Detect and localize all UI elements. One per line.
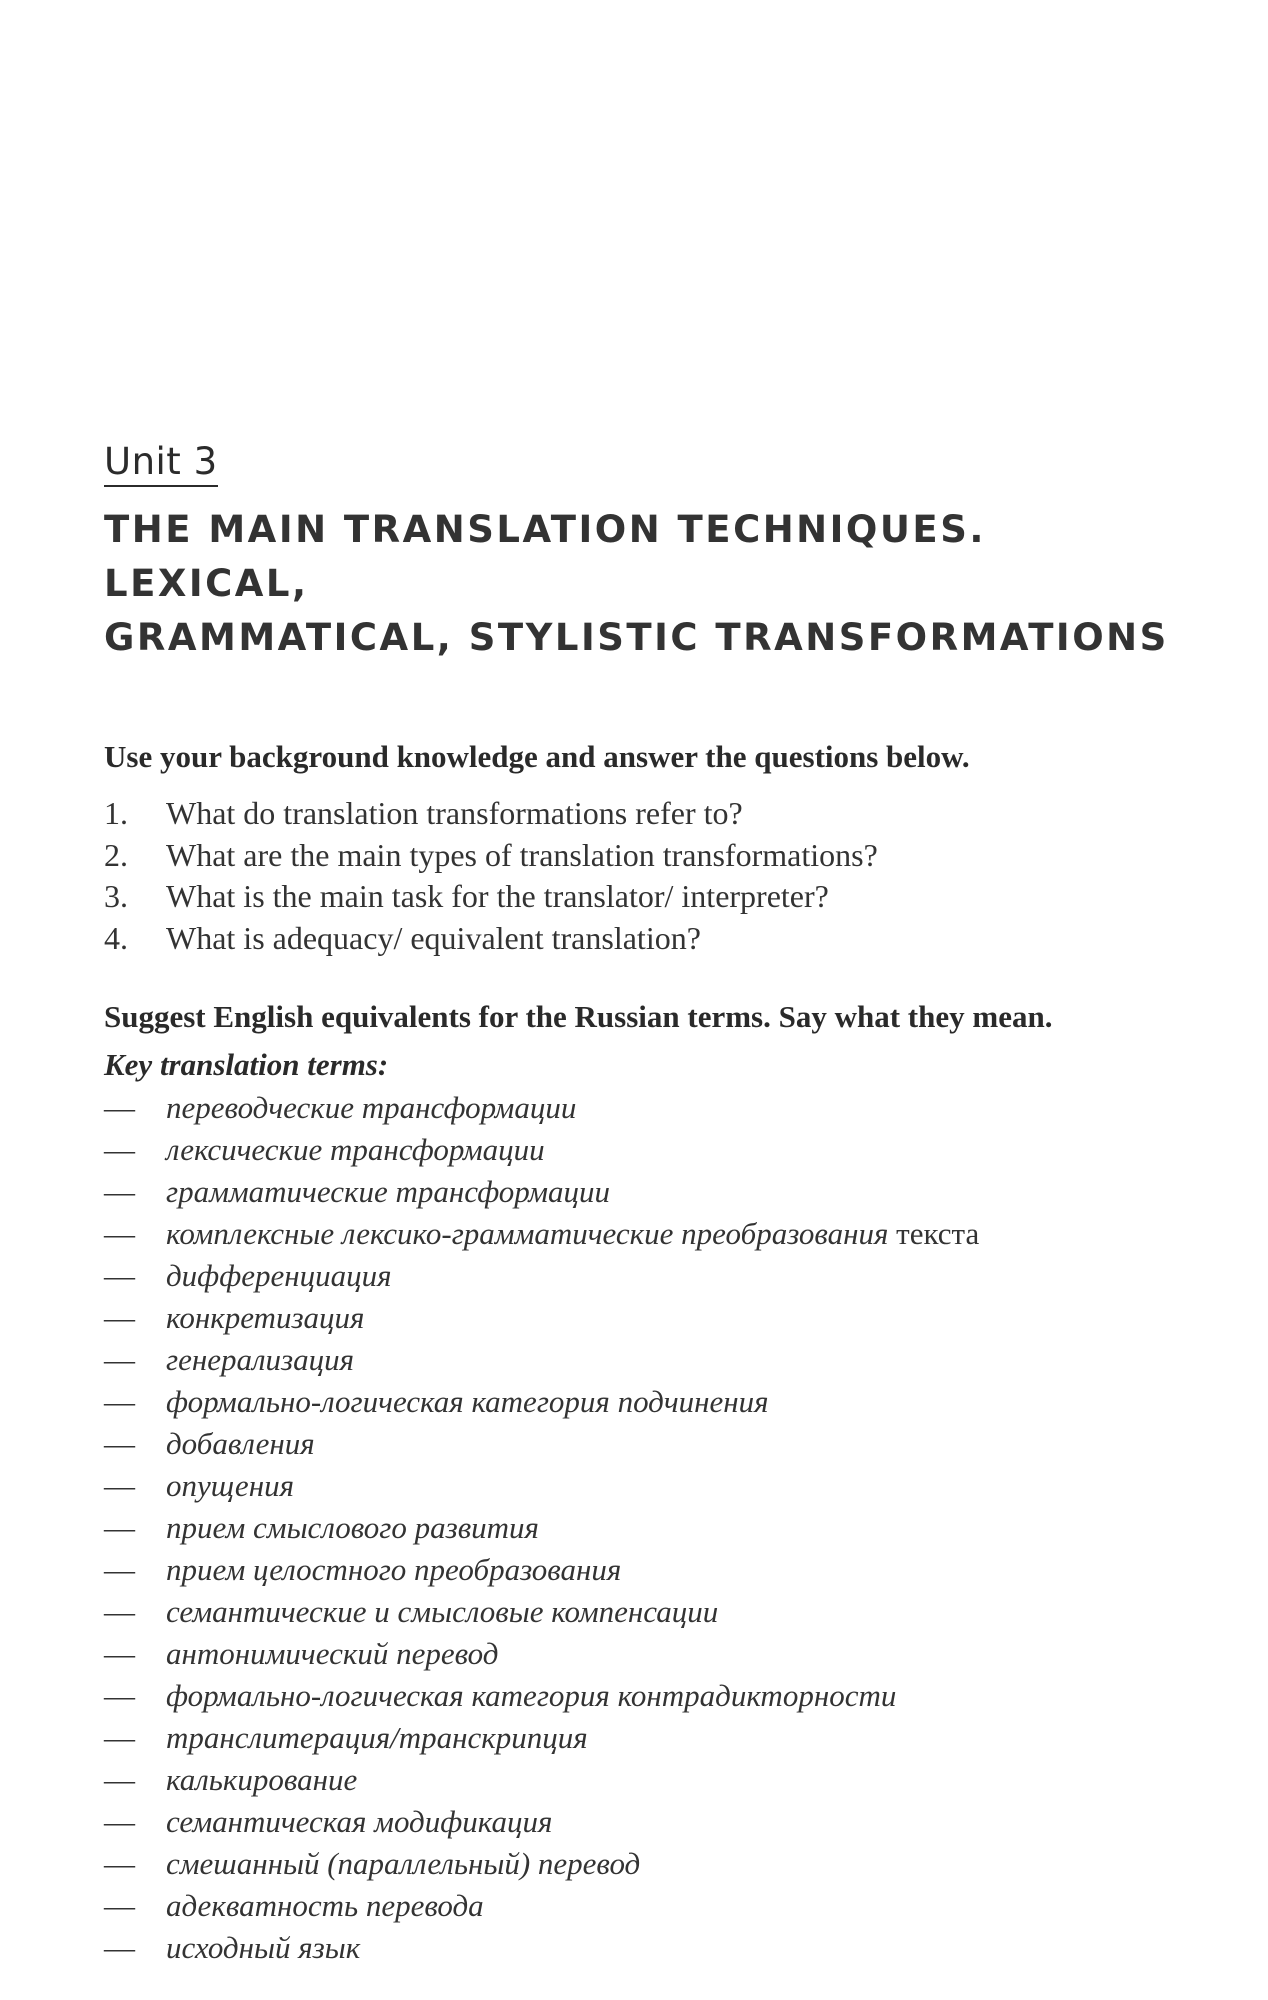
term-text: генерализация xyxy=(166,1342,355,1377)
unit-title-line: GRAMMATICAL, STYLISTIC TRANSFORMATIONS xyxy=(104,616,1169,659)
term-item xyxy=(104,1759,1184,1801)
key-terms-heading: Key translation terms: xyxy=(104,1047,389,1082)
dash-bullet: — xyxy=(104,1174,135,1209)
term-text: транслитерация/транскрипция xyxy=(166,1720,588,1755)
dash-bullet: — xyxy=(104,1552,135,1587)
term-item xyxy=(104,1549,1184,1591)
term-item xyxy=(104,1297,1184,1339)
question-list xyxy=(104,793,1184,959)
term-item xyxy=(104,1633,1184,1675)
term-text: опущения xyxy=(166,1468,294,1503)
term-text: дифференциация xyxy=(166,1258,392,1293)
term-text: формально-логическая категория контрадикторности xyxy=(166,1678,897,1713)
term-item xyxy=(104,1507,1184,1549)
question-item xyxy=(104,793,1184,835)
term-item xyxy=(104,1381,1184,1423)
question-text: What are the main types of translation transformations? xyxy=(166,836,878,873)
term-item xyxy=(104,1465,1184,1507)
term-list xyxy=(104,1087,1184,1969)
term-text: антонимический перевод xyxy=(166,1636,499,1671)
term-text: лексические трансформации xyxy=(166,1132,545,1167)
question-item xyxy=(104,876,1184,918)
term-item xyxy=(104,1927,1184,1969)
term-text: калькирование xyxy=(166,1762,358,1797)
term-item xyxy=(104,1801,1184,1843)
term-text: формально-логическая категория подчинения xyxy=(166,1384,769,1419)
unit-title-line: THE MAIN TRANSLATION TECHNIQUES. LEXICAL, xyxy=(104,508,986,605)
question-item xyxy=(104,918,1184,960)
term-text: грамматические трансформации xyxy=(166,1174,611,1209)
textbook-page xyxy=(104,440,1184,1969)
dash-bullet: — xyxy=(104,1720,135,1755)
term-item xyxy=(104,1339,1184,1381)
term-suffix: текста xyxy=(888,1216,980,1251)
dash-bullet: — xyxy=(104,1090,135,1125)
dash-bullet: — xyxy=(104,1846,135,1881)
question-text: What is adequacy/ equivalent translation? xyxy=(166,919,701,956)
term-item xyxy=(104,1423,1184,1465)
term-text: комплексные лексико-грамматические преобразования xyxy=(166,1216,889,1251)
term-item xyxy=(104,1213,1184,1255)
term-item xyxy=(104,1843,1184,1885)
dash-bullet: — xyxy=(104,1678,135,1713)
dash-bullet: — xyxy=(104,1636,135,1671)
term-item xyxy=(104,1171,1184,1213)
term-item xyxy=(104,1885,1184,1927)
term-text: смешанный (параллельный) перевод xyxy=(166,1846,641,1881)
term-text: адекватность перевода xyxy=(166,1888,484,1923)
dash-bullet: — xyxy=(104,1468,135,1503)
question-item xyxy=(104,835,1184,877)
term-text: конкретизация xyxy=(166,1300,365,1335)
dash-bullet: — xyxy=(104,1594,135,1629)
term-item xyxy=(104,1675,1184,1717)
unit-label: Unit 3 xyxy=(104,440,218,487)
term-text: переводческие трансформации xyxy=(166,1090,577,1125)
term-text: семантические и смысловые компенсации xyxy=(166,1594,719,1629)
dash-bullet: — xyxy=(104,1930,135,1965)
dash-bullet: — xyxy=(104,1258,135,1293)
dash-bullet: — xyxy=(104,1300,135,1335)
unit-title xyxy=(104,503,1184,665)
dash-bullet: — xyxy=(104,1132,135,1167)
term-item xyxy=(104,1255,1184,1297)
question-text: What is the main task for the translator/ interpreter? xyxy=(166,878,829,914)
question-number: 1. xyxy=(104,795,128,831)
question-number: 3. xyxy=(104,878,128,914)
task-instruction: Suggest English equivalents for the Russian terms. Say what they mean. xyxy=(104,999,1053,1034)
dash-bullet: — xyxy=(104,1216,135,1251)
term-item xyxy=(104,1591,1184,1633)
term-text: семантическая модификация xyxy=(166,1804,553,1839)
term-text: добавления xyxy=(166,1426,315,1461)
task-instruction: Use your background knowledge and answer the questions below. xyxy=(104,739,970,774)
dash-bullet: — xyxy=(104,1510,135,1545)
term-item xyxy=(104,1129,1184,1171)
dash-bullet: — xyxy=(104,1384,135,1419)
dash-bullet: — xyxy=(104,1888,135,1923)
question-text: What do translation transformations refer to? xyxy=(166,795,743,831)
term-text: прием смыслового развития xyxy=(166,1510,539,1545)
question-number: 2. xyxy=(104,836,128,873)
dash-bullet: — xyxy=(104,1762,135,1797)
dash-bullet: — xyxy=(104,1804,135,1839)
dash-bullet: — xyxy=(104,1426,135,1461)
term-item xyxy=(104,1717,1184,1759)
term-item xyxy=(104,1087,1184,1129)
dash-bullet: — xyxy=(104,1342,135,1377)
term-text: прием целостного преобразования xyxy=(166,1552,622,1587)
question-number: 4. xyxy=(104,919,128,956)
term-text: исходный язык xyxy=(166,1930,361,1965)
